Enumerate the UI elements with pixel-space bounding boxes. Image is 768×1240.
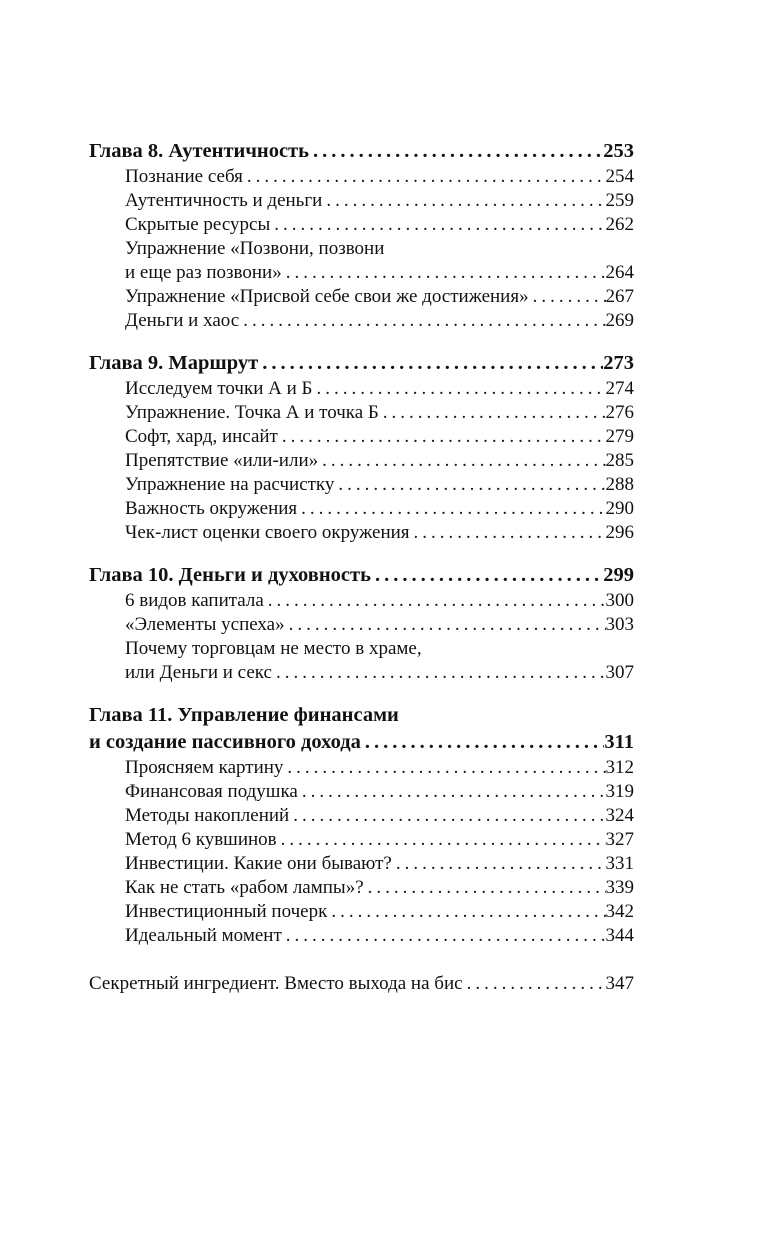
chapter-heading-line	[89, 729, 634, 756]
chapter-heading-title: Глава 9. Маршрут	[89, 352, 259, 374]
toc-entry-title: и еще раз позвони»	[125, 262, 282, 283]
toc-entry-title: Упражнение на расчистку	[125, 474, 335, 495]
toc-entry-page-number: 300	[605, 590, 634, 611]
toc-entry-page-number: 259	[605, 190, 634, 211]
chapter-heading-line	[89, 702, 634, 729]
toc-entry-line	[89, 237, 634, 261]
chapter-heading-page-number: 253	[603, 140, 634, 162]
section-gap	[89, 685, 634, 702]
chapter-heading-page-number: 273	[603, 352, 634, 374]
toc-entry-line	[89, 900, 634, 924]
toc-entry-line	[89, 780, 634, 804]
toc-entry-title: Чек-лист оценки своего окружения	[125, 522, 410, 543]
dot-leader	[282, 261, 606, 285]
toc-entry-line	[89, 804, 634, 828]
closing-entry-title: Секретный ингредиент. Вместо выхода на бис	[89, 973, 463, 994]
toc-entry-line	[89, 449, 634, 473]
toc-entry-line	[89, 189, 634, 213]
toc-entry-title: Упражнение «Позвони, позвони	[125, 238, 385, 259]
toc-entry-page-number: 331	[605, 853, 634, 874]
dot-leader	[264, 589, 606, 613]
toc-entry-line	[89, 377, 634, 401]
toc-entry-page-number: 279	[605, 426, 634, 447]
chapter-heading-title: Глава 8. Аутентичность	[89, 140, 309, 162]
toc-entry-page-number: 303	[605, 614, 634, 635]
toc-entry-title: Идеальный момент	[125, 925, 282, 946]
dot-leader	[272, 661, 606, 685]
toc-entry-title: Софт, хард, инсайт	[125, 426, 278, 447]
toc-entry-title: Важность окружения	[125, 498, 298, 519]
chapter-heading-title: Глава 11. Управление финансами	[89, 704, 399, 726]
toc-entry-title: Познание себя	[125, 166, 243, 187]
toc-entry-page-number: 327	[605, 829, 634, 850]
toc-entry-page-number: 262	[605, 214, 634, 235]
chapter-heading-title: и создание пассивного дохода	[89, 731, 361, 753]
dot-leader	[529, 285, 606, 309]
section-gap	[89, 948, 634, 972]
toc-entry-page-number: 264	[605, 262, 634, 283]
toc-entry-title: Скрытые ресурсы	[125, 214, 271, 235]
dot-leader	[410, 521, 606, 545]
closing-section	[89, 972, 634, 996]
toc-entry-page-number: 339	[605, 877, 634, 898]
toc-entry-page-number: 276	[605, 402, 634, 423]
toc-entry-line	[89, 497, 634, 521]
dot-leader	[285, 613, 606, 637]
toc-entry-line	[89, 613, 634, 637]
toc-entry-line	[89, 924, 634, 948]
toc-entry-page-number: 288	[605, 474, 634, 495]
chapter-heading-title: Глава 10. Деньги и духовность	[89, 564, 371, 586]
dot-leader	[282, 924, 606, 948]
chapter-block	[89, 562, 634, 685]
dot-leader	[392, 852, 606, 876]
toc-entry-title: Как не стать «рабом лампы»?	[125, 877, 364, 898]
dot-leader	[258, 350, 603, 377]
toc-entry-title: Аутентичность и деньги	[125, 190, 323, 211]
toc-entry-title: Почему торговцам не место в храме,	[125, 638, 422, 659]
chapter-block	[89, 350, 634, 545]
chapter-heading-line	[89, 138, 634, 165]
toc-entry-title: Упражнение. Точка А и точка Б	[125, 402, 379, 423]
toc-entry-page-number: 307	[605, 662, 634, 683]
toc-entry-page-number: 269	[605, 310, 634, 331]
dot-leader	[283, 756, 605, 780]
toc-entry-page-number: 344	[605, 925, 634, 946]
dot-leader	[318, 449, 605, 473]
dot-leader	[243, 165, 606, 189]
section-gap	[89, 545, 634, 562]
toc-entry-line	[89, 876, 634, 900]
toc-entry-line	[89, 637, 634, 661]
toc-entry-line	[89, 473, 634, 497]
toc-entry-title: «Элементы успеха»	[125, 614, 285, 635]
dot-leader	[364, 876, 606, 900]
toc-entry-line	[89, 756, 634, 780]
chapter-heading-page-number: 311	[604, 731, 634, 753]
toc-entry-page-number: 296	[605, 522, 634, 543]
toc-entry-title: Упражнение «Присвой себе свои же достижения»	[125, 286, 529, 307]
toc-entry-line	[89, 425, 634, 449]
toc-entry-page-number: 290	[605, 498, 634, 519]
toc-entry-page-number: 319	[605, 781, 634, 802]
toc-entry-title: 6 видов капитала	[125, 590, 264, 611]
toc-entry-title: или Деньги и секс	[125, 662, 272, 683]
toc-entry-title: Методы накоплений	[125, 805, 290, 826]
dot-leader	[361, 729, 605, 756]
dot-leader	[463, 972, 606, 996]
chapter-heading-line	[89, 562, 634, 589]
section-gap	[89, 333, 634, 350]
toc-entry-page-number: 254	[605, 166, 634, 187]
chapter-heading-page-number: 299	[603, 564, 634, 586]
toc-entry-line	[89, 213, 634, 237]
dot-leader	[298, 780, 606, 804]
toc-entry-line	[89, 661, 634, 685]
dot-leader	[297, 497, 605, 521]
dot-leader	[277, 828, 606, 852]
toc-entry-page-number: 324	[605, 805, 634, 826]
toc-entry-line	[89, 852, 634, 876]
dot-leader	[289, 804, 605, 828]
toc-entry-page-number: 342	[605, 901, 634, 922]
dot-leader	[312, 377, 605, 401]
toc-entry-page-number: 285	[605, 450, 634, 471]
dot-leader	[270, 213, 605, 237]
toc-entry-title: Проясняем картину	[125, 757, 284, 778]
toc-entry-line	[89, 285, 634, 309]
dot-leader	[379, 401, 606, 425]
dot-leader	[309, 138, 603, 165]
toc-entry-page-number: 267	[605, 286, 634, 307]
chapter-block	[89, 138, 634, 333]
chapter-heading-line	[89, 350, 634, 377]
chapter-block	[89, 702, 634, 948]
toc-entry-line	[89, 521, 634, 545]
toc-entry-line	[89, 165, 634, 189]
toc-entry-title: Инвестиции. Какие они бывают?	[125, 853, 392, 874]
table-of-contents	[89, 138, 634, 996]
toc-entry-line	[89, 309, 634, 333]
toc-entry-line	[89, 828, 634, 852]
dot-leader	[239, 309, 605, 333]
toc-entry-line	[89, 589, 634, 613]
toc-entry-title: Финансовая подушка	[125, 781, 298, 802]
dot-leader	[327, 900, 605, 924]
dot-leader	[278, 425, 606, 449]
dot-leader	[334, 473, 605, 497]
toc-entry-title: Деньги и хаос	[125, 310, 240, 331]
toc-entry-title: Препятствие «или-или»	[125, 450, 319, 471]
toc-entry-title: Метод 6 кувшинов	[125, 829, 277, 850]
toc-entry-line	[89, 401, 634, 425]
dot-leader	[322, 189, 605, 213]
toc-entry-title: Исследуем точки А и Б	[125, 378, 313, 399]
closing-entry-page-number: 347	[605, 973, 634, 994]
toc-entry-page-number: 312	[605, 757, 634, 778]
toc-entry-line	[89, 261, 634, 285]
dot-leader	[371, 562, 603, 589]
closing-entry-line	[89, 972, 634, 996]
toc-entry-page-number: 274	[605, 378, 634, 399]
toc-entry-title: Инвестиционный почерк	[125, 901, 328, 922]
